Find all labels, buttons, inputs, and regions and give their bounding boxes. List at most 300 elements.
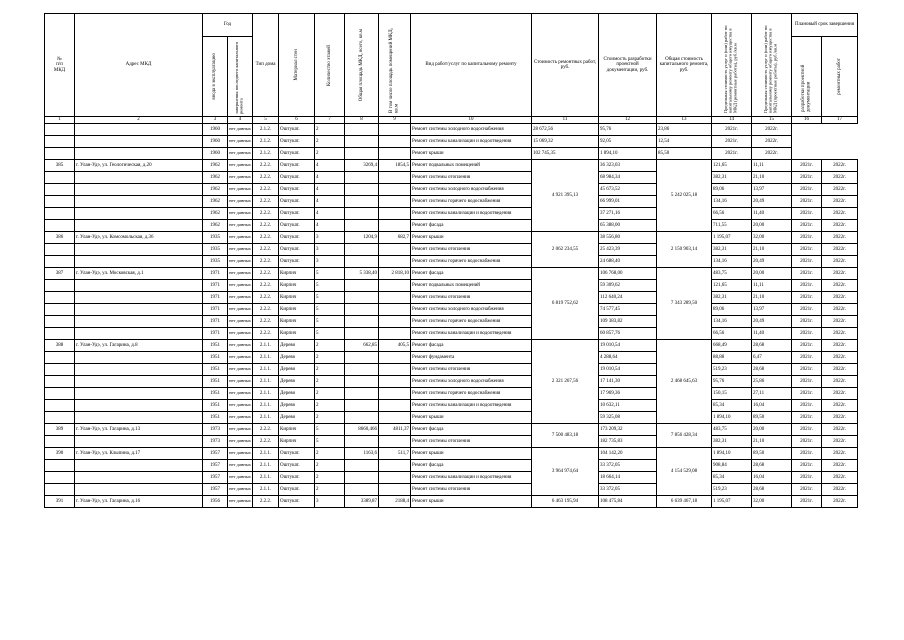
area-premises-cell (379, 460, 411, 472)
floors-cell: 3 (315, 232, 345, 244)
column-number: 14 (712, 117, 752, 124)
house-type-cell: 2.2.2. (253, 208, 279, 220)
cost-design-cell: 66 999,01 (599, 196, 657, 208)
work-type-cell: Ремонт системы отопления (411, 484, 532, 496)
wall-material-cell: Оштукат. (279, 220, 315, 232)
work-type-cell: Ремонт системы горячего водоснабжения (411, 388, 532, 400)
cost-repair-cell: 3 964 974,64 (532, 448, 599, 496)
limit-design-cell: 20,00 (752, 220, 792, 232)
year-commission-cell: 1962 (203, 208, 228, 220)
plan-works-cell: 2022г. (752, 148, 792, 160)
address-cell (75, 148, 203, 160)
area-premises-cell (379, 280, 411, 292)
wall-material-cell: Оштукат. (279, 196, 315, 208)
header-plan-group: Плановый срок завершения (792, 14, 858, 37)
house-type-cell: 2.1.2. (253, 136, 279, 148)
plan-works-cell: 2022г. (822, 376, 858, 388)
floors-cell: 4 (315, 172, 345, 184)
table-row (45, 280, 858, 292)
column-number: 16 (792, 117, 822, 124)
plan-design-cell: 2021г. (792, 400, 822, 412)
plan-design-cell: 2021г. (792, 340, 822, 352)
year-repair-cell: нет данных (228, 484, 253, 496)
floors-cell: 2 (315, 340, 345, 352)
floors-cell: 5 (315, 280, 345, 292)
work-type-cell: Ремонт крыши (411, 496, 532, 508)
area-total-cell: 5 338,40 (345, 268, 379, 280)
year-commission-cell: 1957 (203, 472, 228, 484)
cost-design-cell: 19 010,54 (599, 364, 657, 376)
year-repair-cell: нет данных (228, 232, 253, 244)
address-cell (75, 196, 203, 208)
header-limit-design: Предельная стоимость услуг и (или) работ по капитальному ремонту общего имущества в МКД (проектные работы), руб./кв.м (752, 14, 792, 117)
plan-design-cell: 2021г. (792, 172, 822, 184)
house-type-cell: 2.2.2. (253, 196, 279, 208)
plan-works-cell: 2022г. (822, 268, 858, 280)
cost-design-cell: 36 323,03 (599, 160, 657, 172)
work-type-cell: Ремонт системы отопления (411, 292, 532, 304)
plan-design-cell: 2021г. (792, 424, 822, 436)
table-row (45, 412, 858, 424)
plan-works-cell: 2022г. (822, 280, 858, 292)
area-premises-cell (379, 184, 411, 196)
header-area-premises: В том числе площадь помещений МКД, кв.м (379, 14, 411, 117)
table-row (45, 400, 858, 412)
year-repair-cell: нет данных (228, 340, 253, 352)
cost-design-cell: 182 735,83 (599, 436, 657, 448)
house-type-cell: 2.1.1. (253, 400, 279, 412)
year-commission-cell: 1973 (203, 436, 228, 448)
address-cell (75, 136, 203, 148)
limit-design-cell: 11,40 (752, 208, 792, 220)
plan-works-cell: 2022г. (752, 124, 792, 136)
header-plan-design: разработки проектной документации (792, 37, 822, 117)
house-type-cell: 2.1.1. (253, 460, 279, 472)
table-row (45, 268, 858, 280)
area-premises-cell (379, 316, 411, 328)
wall-material-cell: Оштукат. (279, 208, 315, 220)
year-repair-cell: нет данных (228, 388, 253, 400)
house-type-cell: 2.2.2. (253, 160, 279, 172)
address-cell (75, 292, 203, 304)
table-row (45, 232, 858, 244)
column-number: 4 (228, 117, 253, 124)
area-premises-cell (379, 388, 411, 400)
wall-material-cell: Оштукат. (279, 160, 315, 172)
work-type-cell: Ремонт системы канализации и водоотведения (411, 208, 532, 220)
table-row (45, 424, 858, 436)
year-repair-cell: нет данных (228, 460, 253, 472)
address-cell: г. Улан-Удэ, ул. Московская, д.1 (75, 268, 203, 280)
address-cell: г. Улан-Удэ, ул. Гагарина, д.8 (75, 340, 203, 352)
area-total-cell (345, 304, 379, 316)
address-cell (75, 460, 203, 472)
cost-design-cell: 4 288,64 (599, 352, 657, 364)
work-type-cell: Ремонт системы горячего водоснабжения (411, 196, 532, 208)
table-row (45, 436, 858, 448)
limit-works-cell: 1 894,10 (599, 148, 657, 160)
year-commission-cell: 1935 (203, 244, 228, 256)
floors-cell: 5 (315, 292, 345, 304)
table-row (45, 304, 858, 316)
house-number-cell: 391 (45, 496, 75, 508)
limit-design-cell: 89,50 (752, 448, 792, 460)
plan-works-cell: 2022г. (822, 484, 858, 496)
limit-design-cell: 21,10 (752, 244, 792, 256)
year-repair-cell: нет данных (228, 184, 253, 196)
house-type-cell: 2.1.1. (253, 412, 279, 424)
cost-design-cell: 45 673,52 (599, 184, 657, 196)
table-row (45, 160, 858, 172)
plan-design-cell: 2021г. (792, 316, 822, 328)
house-type-cell: 2.2.2. (253, 328, 279, 340)
area-premises-cell (379, 124, 411, 136)
area-total-cell (345, 400, 379, 412)
year-repair-cell: нет данных (228, 364, 253, 376)
limit-works-cell: 134,16 (712, 256, 752, 268)
area-premises-cell (379, 400, 411, 412)
floors-cell: 5 (315, 328, 345, 340)
area-premises-cell (379, 352, 411, 364)
area-total-cell (345, 124, 379, 136)
year-commission-cell: 1971 (203, 304, 228, 316)
work-type-cell: Ремонт системы холодного водоснабжения (411, 376, 532, 388)
address-cell (75, 436, 203, 448)
floors-cell: 5 (315, 304, 345, 316)
limit-design-cell: 20,49 (752, 196, 792, 208)
year-repair-cell: нет данных (228, 136, 253, 148)
year-repair-cell: нет данных (228, 256, 253, 268)
address-cell (75, 376, 203, 388)
year-repair-cell: нет данных (228, 400, 253, 412)
work-type-cell: Ремонт фасада (411, 424, 532, 436)
table-row (45, 316, 858, 328)
header-cost-repair: Стоимость ремонтных работ, руб. (532, 14, 599, 117)
area-total-cell (345, 436, 379, 448)
year-repair-cell: нет данных (228, 244, 253, 256)
wall-material-cell: Кирпич (279, 316, 315, 328)
wall-material-cell: Дерево (279, 352, 315, 364)
limit-design-cell: 28,68 (752, 484, 792, 496)
house-number-cell (45, 208, 75, 220)
year-repair-cell: нет данных (228, 496, 253, 508)
area-premises-cell (379, 304, 411, 316)
house-number-cell (45, 244, 75, 256)
limit-works-cell: 92,05 (599, 136, 657, 148)
plan-works-cell: 2022г. (822, 424, 858, 436)
year-commission-cell: 1960 (203, 136, 228, 148)
header-house-type: Тип дома (253, 14, 279, 117)
area-total-cell (345, 220, 379, 232)
address-cell (75, 244, 203, 256)
limit-design-cell: 28,68 (752, 340, 792, 352)
floors-cell: 5 (315, 316, 345, 328)
house-type-cell: 2.1.1. (253, 376, 279, 388)
limit-works-cell: 89,06 (712, 184, 752, 196)
table-row (45, 460, 858, 472)
cost-design-cell: 104 142,20 (599, 448, 657, 460)
year-repair-cell: нет данных (228, 268, 253, 280)
wall-material-cell: Кирпич (279, 424, 315, 436)
table-row (45, 292, 858, 304)
year-commission-cell: 1935 (203, 256, 228, 268)
address-cell: г. Улан-Удэ, ул. Гагарина, д.16 (75, 496, 203, 508)
capital-repair-table (44, 13, 858, 508)
floors-cell: 2 (315, 124, 345, 136)
wall-material-cell: Оштукат. (279, 484, 315, 496)
year-repair-cell: нет данных (228, 208, 253, 220)
house-type-cell: 2.1.1. (253, 472, 279, 484)
year-repair-cell: нет данных (228, 196, 253, 208)
address-cell (75, 184, 203, 196)
work-type-cell: Ремонт системы горячего водоснабжения (411, 256, 532, 268)
address-cell (75, 388, 203, 400)
work-type-cell: Ремонт крыши (411, 232, 532, 244)
year-repair-cell: нет данных (228, 292, 253, 304)
limit-works-cell: 711,55 (712, 220, 752, 232)
plan-works-cell: 2022г. (822, 256, 858, 268)
cost-repair-cell: 2 321 267,56 (532, 340, 599, 424)
year-commission-cell: 1971 (203, 292, 228, 304)
header-year-commission: ввода в эксплуатацию (203, 37, 228, 117)
plan-design-cell: 2021г. (792, 244, 822, 256)
floors-cell: 2 (315, 472, 345, 484)
limit-design-cell: 28,68 (752, 460, 792, 472)
plan-works-cell: 2022г. (822, 292, 858, 304)
header-number: № п/п МКД (45, 14, 75, 117)
cost-repair-cell: 6 463 195,94 (532, 496, 599, 508)
house-type-cell: 2.2.2. (253, 220, 279, 232)
area-premises-cell (379, 172, 411, 184)
area-total-cell: 662,85 (345, 340, 379, 352)
area-total-cell (345, 412, 379, 424)
floors-cell: 4 (315, 160, 345, 172)
plan-design-cell: 2021г. (792, 376, 822, 388)
plan-works-cell: 2022г. (822, 460, 858, 472)
limit-works-cell: 1 195,07 (712, 496, 752, 508)
house-number-cell: 385 (45, 160, 75, 172)
header-cost-design: Стоимость разработки проектной документации, руб. (599, 14, 657, 117)
year-commission-cell: 1951 (203, 388, 228, 400)
house-number-cell (45, 388, 75, 400)
column-number: 8 (345, 117, 379, 124)
cost-total-cell: 2 150 903,14 (657, 232, 712, 268)
table-row (45, 148, 858, 160)
floors-cell: 2 (315, 484, 345, 496)
table-row (45, 328, 858, 340)
wall-material-cell: Дерево (279, 400, 315, 412)
limit-design-cell: 20,49 (752, 256, 792, 268)
header-floors: Количество этажей (315, 14, 345, 117)
table-row (45, 124, 858, 136)
house-type-cell: 2.1.1. (253, 484, 279, 496)
plan-works-cell: 2022г. (822, 364, 858, 376)
area-premises-cell (379, 436, 411, 448)
year-commission-cell: 1951 (203, 412, 228, 424)
cost-design-cell: 59 309,62 (599, 280, 657, 292)
floors-cell: 2 (315, 400, 345, 412)
limit-works-cell: 668,49 (712, 340, 752, 352)
house-number-cell (45, 412, 75, 424)
plan-works-cell: 2022г. (822, 184, 858, 196)
work-type-cell: Ремонт системы канализации и водоотведения (411, 328, 532, 340)
house-type-cell: 2.2.2. (253, 256, 279, 268)
area-total-cell (345, 484, 379, 496)
house-number-cell (45, 184, 75, 196)
area-total-cell: 8660,466 (345, 424, 379, 436)
wall-material-cell: Дерево (279, 340, 315, 352)
work-type-cell: Ремонт системы канализации и водоотведения (411, 400, 532, 412)
wall-material-cell: Кирпич (279, 268, 315, 280)
work-type-cell: Ремонт крыши (411, 448, 532, 460)
cost-total-cell: 4 154 529,08 (657, 448, 712, 496)
house-number-cell: 390 (45, 448, 75, 460)
header-wall-material: Материал стен (279, 14, 315, 117)
area-premises-cell: 511,7 (379, 448, 411, 460)
plan-design-cell: 2021г. (792, 208, 822, 220)
plan-works-cell: 2022г. (822, 328, 858, 340)
plan-works-cell: 2022г. (822, 340, 858, 352)
address-cell (75, 256, 203, 268)
floors-cell: 3 (315, 256, 345, 268)
column-number: 6 (279, 117, 315, 124)
year-commission-cell: 1973 (203, 424, 228, 436)
limit-design-cell: 27,11 (752, 388, 792, 400)
house-number-cell: 386 (45, 232, 75, 244)
plan-design-cell: 2021г. (792, 496, 822, 508)
house-number-cell (45, 352, 75, 364)
cost-design-cell: 65 388,00 (599, 220, 657, 232)
limit-works-cell: 519,23 (712, 484, 752, 496)
house-number-cell (45, 148, 75, 160)
plan-design-cell: 2021г. (792, 292, 822, 304)
wall-material-cell: Дерево (279, 388, 315, 400)
table-row (45, 136, 858, 148)
address-cell (75, 304, 203, 316)
wall-material-cell: Дерево (279, 364, 315, 376)
house-type-cell: 2.2.2. (253, 496, 279, 508)
house-type-cell: 2.1.1. (253, 388, 279, 400)
wall-material-cell: Оштукат. (279, 256, 315, 268)
area-total-cell (345, 352, 379, 364)
area-total-cell (345, 328, 379, 340)
address-cell: г. Улан-Удэ, ул. Гагарина, д.13 (75, 424, 203, 436)
limit-design-cell: 16,04 (752, 400, 792, 412)
area-total-cell (345, 460, 379, 472)
limit-works-cell: 66,56 (712, 328, 752, 340)
address-cell (75, 280, 203, 292)
year-repair-cell: нет данных (228, 304, 253, 316)
cost-repair-cell: 6 819 752,62 (532, 268, 599, 340)
area-total-cell: 3269,4 (345, 160, 379, 172)
year-repair-cell: нет данных (228, 436, 253, 448)
house-type-cell: 2.1.2. (253, 124, 279, 136)
limit-design-cell: 11,40 (752, 328, 792, 340)
work-type-cell: Ремонт системы холодного водоснабжения (411, 124, 532, 136)
plan-design-cell: 2021г. (792, 472, 822, 484)
wall-material-cell: Кирпич (279, 328, 315, 340)
cost-total-cell: 6 639 467,18 (657, 496, 712, 508)
plan-design-cell: 2021г. (792, 412, 822, 424)
area-total-cell: 3389,87 (345, 496, 379, 508)
year-repair-cell: нет данных (228, 376, 253, 388)
area-premises-cell: 682,7 (379, 232, 411, 244)
wall-material-cell: Дерево (279, 376, 315, 388)
plan-works-cell: 2022г. (822, 352, 858, 364)
limit-works-cell: 85,34 (712, 400, 752, 412)
header-work-type: Вид работ/услуг по капитальному ремонту (411, 14, 532, 117)
address-cell (75, 172, 203, 184)
area-total-cell (345, 364, 379, 376)
year-commission-cell: 1960 (203, 148, 228, 160)
column-number: 12 (599, 117, 657, 124)
house-number-cell (45, 376, 75, 388)
limit-design-cell: 85,50 (657, 148, 712, 160)
limit-design-cell: 13,97 (752, 184, 792, 196)
table-row (45, 484, 858, 496)
house-type-cell: 2.1.1. (253, 340, 279, 352)
house-number-cell (45, 292, 75, 304)
table-row (45, 340, 858, 352)
address-cell (75, 484, 203, 496)
area-premises-cell (379, 136, 411, 148)
limit-design-cell: 20,00 (752, 424, 792, 436)
area-total-cell (345, 388, 379, 400)
limit-works-cell: 85,34 (712, 472, 752, 484)
table-row (45, 448, 858, 460)
column-number: 17 (822, 117, 858, 124)
work-type-cell: Ремонт крыши (411, 148, 532, 160)
plan-works-cell: 2022г. (822, 400, 858, 412)
work-type-cell: Ремонт системы холодного водоснабжения (411, 184, 532, 196)
year-commission-cell: 1960 (203, 124, 228, 136)
work-type-cell: Ремонт системы отопления (411, 172, 532, 184)
house-number-cell (45, 304, 75, 316)
wall-material-cell: Оштукат. (279, 496, 315, 508)
plan-works-cell: 2022г. (822, 172, 858, 184)
work-type-cell: Ремонт фасада (411, 268, 532, 280)
cost-total-cell: 2 468 645,63 (657, 340, 712, 424)
plan-design-cell: 2021г. (792, 160, 822, 172)
plan-design-cell: 2021г. (792, 364, 822, 376)
wall-material-cell: Оштукат. (279, 232, 315, 244)
table-row (45, 172, 858, 184)
floors-cell: 4 (315, 184, 345, 196)
address-cell (75, 124, 203, 136)
house-number-cell (45, 484, 75, 496)
work-type-cell: Ремонт системы горячего водоснабжения (411, 316, 532, 328)
cost-repair-cell: 7 500 483,18 (532, 424, 599, 448)
floors-cell: 2 (315, 136, 345, 148)
limit-works-cell: 382,31 (712, 292, 752, 304)
work-type-cell: Ремонт фасада (411, 340, 532, 352)
house-number-cell (45, 172, 75, 184)
wall-material-cell: Кирпич (279, 292, 315, 304)
house-number-cell (45, 136, 75, 148)
table-row (45, 184, 858, 196)
house-type-cell: 2.2.2. (253, 232, 279, 244)
column-number: 11 (532, 117, 599, 124)
limit-design-cell: 12,54 (657, 136, 712, 148)
work-type-cell: Ремонт подвальных помещений (411, 280, 532, 292)
year-commission-cell: 1957 (203, 484, 228, 496)
address-cell (75, 208, 203, 220)
floors-cell: 3 (315, 496, 345, 508)
address-cell: г. Улан-Удэ, ул. Геологическая, д.20 (75, 160, 203, 172)
plan-design-cell: 2021г. (792, 232, 822, 244)
limit-works-cell: 95,76 (599, 124, 657, 136)
floors-cell: 4 (315, 208, 345, 220)
